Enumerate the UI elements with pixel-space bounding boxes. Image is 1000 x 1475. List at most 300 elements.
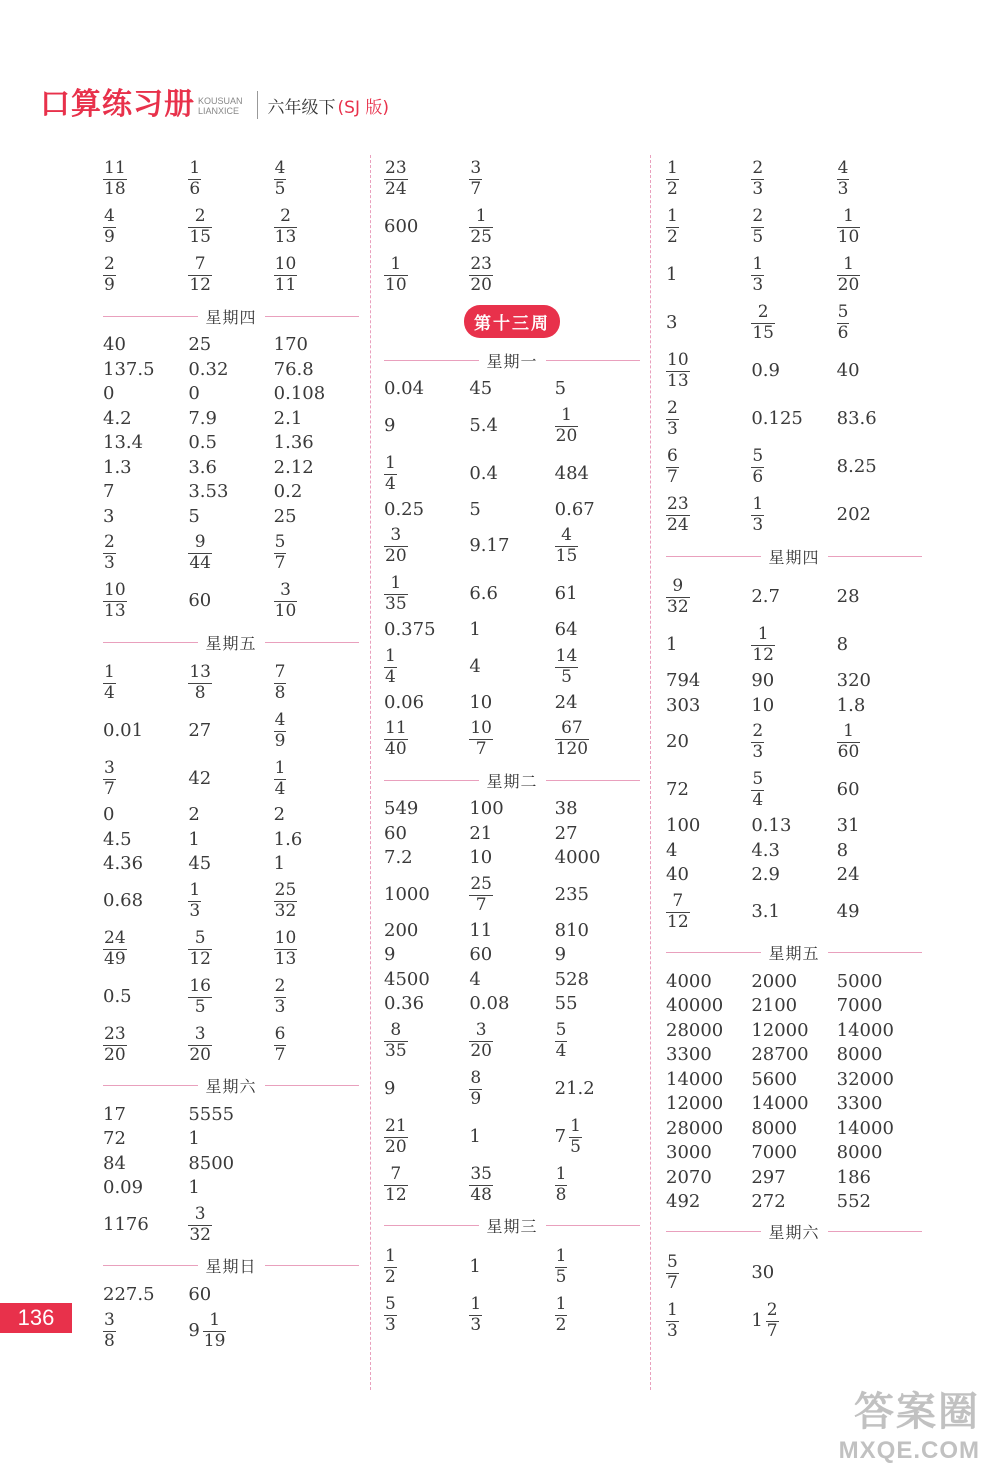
- answer-row: [666, 1019, 922, 1044]
- day-title: 星期六: [768, 1223, 820, 1242]
- week-header: [384, 299, 640, 343]
- fraction: [103, 1023, 127, 1065]
- answer-row: [103, 1152, 359, 1177]
- answer-column-1: [103, 155, 359, 1355]
- denominator: 35: [385, 1040, 407, 1061]
- numerator: 2: [752, 721, 764, 741]
- denominator: 9: [274, 731, 286, 751]
- fraction: [751, 256, 764, 294]
- day-section-header: [103, 299, 359, 333]
- fraction: [666, 1251, 679, 1293]
- answer-cell: [837, 256, 922, 294]
- answer-row: [384, 251, 640, 299]
- answer-row: [384, 691, 640, 716]
- answer-cell: 1: [469, 1125, 481, 1147]
- numerator: 1: [555, 1293, 567, 1314]
- answer-cell: 2000: [751, 970, 798, 992]
- answer-cell: [384, 1245, 469, 1287]
- answer-cell: 9: [384, 1077, 396, 1099]
- answer-cell: [103, 760, 188, 798]
- denominator: 3: [752, 515, 764, 535]
- answer-cell: 0: [103, 383, 115, 405]
- answer-cell: 4.36: [103, 853, 144, 875]
- answer-row: [666, 814, 922, 839]
- denominator: 32: [274, 900, 297, 921]
- column-divider: [370, 155, 371, 1390]
- answer-cell: 10: [751, 694, 775, 716]
- answer-row: [384, 1291, 640, 1339]
- answer-row: [103, 251, 359, 299]
- denominator: 13: [667, 371, 689, 391]
- answer-row: [384, 943, 640, 968]
- denominator: 2: [667, 179, 678, 199]
- answer-row: [384, 1161, 640, 1209]
- numerator: 7: [672, 890, 684, 911]
- answer-row: [103, 358, 359, 383]
- answer-row: [384, 1017, 640, 1065]
- answer-row: [103, 155, 359, 203]
- answer-cell: 4: [469, 655, 481, 677]
- answer-cell: 12000: [751, 1019, 809, 1041]
- answer-row: [666, 1043, 922, 1068]
- answer-cell: 3000: [666, 1142, 712, 1164]
- answer-cell: 492: [666, 1191, 701, 1213]
- numerator: 3: [280, 580, 291, 600]
- answer-cell: [555, 404, 640, 446]
- week-title-badge: 第十三周: [464, 305, 560, 338]
- answer-cell: [103, 256, 188, 294]
- answer-cell: 235: [554, 883, 590, 905]
- numerator: 24: [104, 927, 126, 948]
- fraction: [274, 256, 298, 294]
- divider-line: [103, 642, 198, 643]
- numerator: 4: [837, 158, 849, 178]
- denominator: 12: [189, 275, 211, 295]
- denominator: 7: [475, 894, 487, 915]
- numerator: 23: [470, 254, 492, 274]
- answer-cell: [274, 927, 359, 969]
- fraction: [274, 582, 298, 620]
- numerator: 2: [104, 254, 115, 274]
- denominator: 3: [274, 996, 286, 1017]
- mixed-number: [188, 1312, 226, 1350]
- answer-row: [384, 1113, 640, 1161]
- numerator: 2: [280, 206, 291, 226]
- numerator: 1: [385, 1245, 396, 1266]
- answer-cell: 72: [666, 779, 689, 800]
- answer-cell: 3300: [836, 1093, 883, 1115]
- answer-row: [666, 395, 922, 443]
- numerator: 9: [194, 532, 206, 552]
- answer-cell: 2.12: [273, 456, 314, 478]
- answer-cell: 28700: [751, 1044, 809, 1066]
- answer-row: [384, 203, 640, 251]
- numerator: 5: [385, 1293, 396, 1314]
- answer-cell: [837, 208, 922, 246]
- answer-cell: 0.375: [384, 619, 436, 641]
- fraction: [751, 771, 764, 809]
- answer-cell: 4: [666, 839, 678, 861]
- answer-cell: 83.6: [836, 408, 877, 429]
- numerator: 2: [104, 532, 115, 552]
- fraction: [555, 720, 589, 758]
- fraction: [666, 890, 690, 932]
- numerator: 1: [561, 404, 572, 425]
- answer-cell: [469, 1067, 554, 1109]
- numerator: 67: [561, 718, 583, 738]
- denominator: 5: [570, 1136, 581, 1157]
- answer-cell: [666, 208, 751, 246]
- fraction: [188, 1203, 212, 1245]
- answer-cell: 49: [836, 900, 860, 922]
- answer-cell: 8000: [836, 1044, 883, 1066]
- answer-cell: 28000: [666, 1019, 724, 1041]
- answer-cell: 297: [751, 1166, 786, 1188]
- divider-line: [666, 952, 761, 953]
- fraction: [274, 760, 287, 798]
- answer-cell: 0: [103, 804, 115, 826]
- denominator: 7: [766, 1320, 778, 1341]
- answer-cell: 2.7: [751, 586, 780, 607]
- answer-cell: [384, 720, 469, 758]
- answer-cell: [274, 208, 359, 246]
- fraction: [666, 578, 690, 616]
- numerator: 23: [667, 494, 689, 514]
- denominator: 15: [189, 227, 211, 247]
- fraction: [469, 256, 493, 294]
- fraction: [555, 527, 579, 565]
- numerator: 2: [667, 398, 678, 418]
- fraction: [384, 720, 408, 758]
- answer-cell: 27: [188, 720, 212, 741]
- numerator: 10: [104, 580, 126, 600]
- answer-cell: [384, 527, 469, 565]
- fraction: [751, 496, 764, 534]
- day-title: 星期二: [486, 771, 538, 791]
- answer-row: [666, 251, 922, 299]
- denominator: 20: [104, 1044, 126, 1065]
- denominator: 20: [385, 1136, 407, 1157]
- denominator: 9: [104, 227, 115, 247]
- fraction: [469, 720, 493, 758]
- fraction: [274, 975, 287, 1017]
- answer-cell: [188, 927, 273, 969]
- answer-cell: 3300: [666, 1044, 712, 1066]
- denominator: 4: [385, 666, 396, 687]
- header-divider: [257, 91, 258, 119]
- numerator: 1: [390, 254, 402, 274]
- denominator: 48: [470, 1184, 492, 1205]
- answer-cell: 1: [188, 1128, 200, 1150]
- answer-row: [384, 618, 640, 643]
- fraction: [188, 1023, 212, 1065]
- answer-row: [666, 347, 922, 395]
- answer-row: [103, 480, 359, 505]
- day-title: 星期日: [205, 1257, 257, 1276]
- denominator: 5: [555, 1266, 567, 1287]
- answer-cell: [555, 720, 640, 758]
- answer-cell: 14000: [751, 1093, 809, 1115]
- fraction: [103, 1312, 116, 1350]
- denominator: 20: [555, 425, 578, 446]
- numerator: 1: [385, 452, 396, 473]
- divider-line: [546, 780, 641, 781]
- denominator: 6: [837, 323, 849, 343]
- answer-cell: [384, 1115, 469, 1157]
- answer-cell: 84: [103, 1152, 126, 1174]
- denominator: 9: [104, 275, 115, 295]
- answer-cell: 14000: [666, 1068, 724, 1090]
- page-number: 136: [0, 1303, 72, 1333]
- divider-line: [384, 360, 479, 361]
- answer-row: [384, 797, 640, 822]
- answer-cell: 0.01: [103, 720, 144, 741]
- answer-cell: 0.04: [384, 378, 425, 400]
- answer-cell: [188, 1203, 273, 1245]
- answer-cell: [554, 1115, 640, 1157]
- answer-cell: [469, 208, 554, 246]
- fraction: [274, 927, 298, 969]
- denominator: 11: [274, 275, 297, 295]
- column-divider: [650, 155, 651, 1390]
- denominator: 3: [837, 179, 849, 199]
- numerator: 11: [385, 718, 407, 738]
- answer-row: [103, 707, 359, 755]
- numerator: 1: [385, 645, 396, 666]
- numerator: 1: [274, 758, 286, 778]
- numerator: 1: [470, 1293, 482, 1314]
- answer-cell: 2: [188, 804, 200, 826]
- denominator: 3: [667, 1320, 678, 1341]
- answer-cell: [384, 645, 469, 687]
- answer-cell: 1176: [103, 1213, 149, 1235]
- answer-cell: [274, 256, 359, 294]
- answer-row: [384, 570, 640, 618]
- answer-cell: [751, 723, 836, 761]
- answer-cell: [666, 400, 751, 438]
- fraction: [837, 723, 861, 761]
- answer-cell: 40: [103, 334, 126, 356]
- answer-row: [384, 377, 640, 402]
- answer-cell: [103, 534, 188, 572]
- answer-cell: 600: [384, 216, 419, 237]
- answer-row: [666, 203, 922, 251]
- day-section-header: [384, 343, 640, 377]
- brand-subtitle: [198, 96, 243, 116]
- answer-cell: 60: [188, 590, 212, 611]
- fraction: [384, 1245, 397, 1287]
- answer-row: [384, 822, 640, 847]
- answer-row: [384, 402, 640, 450]
- brand-subtitle-line-2: LIANXICE: [198, 106, 240, 116]
- numerator: 1: [843, 206, 854, 226]
- fraction: [384, 256, 408, 294]
- answer-cell: 0.68: [103, 889, 144, 911]
- answer-cell: [555, 1293, 640, 1335]
- answer-row: [103, 382, 359, 407]
- divider-line: [103, 1265, 198, 1266]
- denominator: 13: [104, 601, 126, 621]
- answer-cell: 3.1: [751, 900, 780, 922]
- numerator: 1: [390, 573, 402, 593]
- answer-cell: 38: [554, 798, 578, 820]
- day-section-header: [384, 763, 640, 797]
- fraction: [766, 1299, 779, 1341]
- answer-cell: 200: [384, 919, 419, 941]
- fraction: [555, 1163, 568, 1205]
- fraction: [751, 160, 764, 198]
- answer-cell: 227.5: [103, 1283, 155, 1305]
- divider-line: [546, 1225, 641, 1226]
- numerator: 10: [274, 254, 297, 274]
- fraction: [203, 1312, 227, 1350]
- numerator: 4: [274, 158, 286, 178]
- answer-cell: 1.3: [103, 456, 132, 478]
- answer-row: [666, 1092, 922, 1117]
- answer-cell: 202: [836, 504, 872, 525]
- answer-cell: 5: [554, 378, 567, 400]
- answer-row: [384, 968, 640, 993]
- answer-cell: 31: [836, 815, 860, 837]
- fraction: [274, 208, 298, 246]
- answer-row: [666, 1141, 922, 1166]
- answer-cell: 0.67: [554, 498, 595, 520]
- denominator: 15: [752, 323, 774, 343]
- fraction: [569, 1115, 582, 1157]
- answer-cell: [384, 256, 469, 294]
- numerator: 6: [274, 1023, 286, 1044]
- denominator: 5: [752, 227, 764, 247]
- day-section-header: [666, 539, 922, 573]
- answer-cell: 8: [836, 839, 849, 861]
- answer-cell: [384, 1163, 469, 1205]
- answer-row: [103, 925, 359, 973]
- answer-cell: [274, 760, 359, 798]
- day-section-header: [103, 1069, 359, 1103]
- numerator: 7: [194, 254, 206, 274]
- answer-row: [103, 1021, 359, 1069]
- answer-cell: 186: [836, 1166, 872, 1188]
- day-title: 星期六: [205, 1077, 257, 1096]
- denominator: 4: [104, 683, 115, 703]
- denominator: 7: [274, 553, 286, 573]
- numerator: 2: [274, 975, 286, 996]
- answer-cell: [469, 873, 554, 915]
- answer-cell: [666, 578, 751, 616]
- fraction: [666, 448, 679, 486]
- answer-cell: 55: [554, 993, 578, 1015]
- answer-cell: 21.2: [554, 1077, 595, 1099]
- numerator: 2: [766, 1299, 778, 1320]
- numerator: 2: [757, 302, 769, 322]
- answer-cell: 100: [666, 815, 701, 837]
- answer-cell: 0.09: [103, 1177, 144, 1199]
- answer-cell: 72: [103, 1128, 126, 1150]
- answer-cell: 0.5: [188, 432, 217, 454]
- fraction: [751, 723, 764, 761]
- day-section-header: [666, 936, 922, 970]
- answer-cell: [666, 1251, 751, 1293]
- answer-cell: 28000: [666, 1117, 724, 1139]
- denominator: 3: [385, 1314, 396, 1335]
- answer-cell: [751, 448, 836, 486]
- answer-cell: 8.25: [836, 456, 877, 477]
- fraction: [384, 452, 397, 494]
- denominator: 3: [667, 419, 678, 439]
- answer-cell: 1.36: [273, 432, 314, 454]
- denominator: 6: [752, 467, 764, 487]
- answer-cell: 9: [554, 944, 567, 966]
- whole-part: 1: [751, 1309, 763, 1331]
- denominator: 32: [189, 1224, 211, 1245]
- answer-cell: 28: [836, 586, 860, 607]
- fraction: [751, 626, 775, 664]
- answer-cell: 2: [273, 804, 286, 826]
- answer-cell: 1: [666, 634, 678, 655]
- fraction: [188, 160, 201, 198]
- answer-cell: [469, 1163, 554, 1205]
- divider-line: [384, 780, 479, 781]
- answer-row: [666, 970, 922, 995]
- denominator: 12: [667, 911, 689, 932]
- denominator: 13: [274, 227, 297, 247]
- fraction: [188, 534, 212, 572]
- numerator: 5: [555, 1019, 567, 1040]
- denominator: 20: [837, 275, 860, 295]
- numerator: 1: [752, 254, 764, 274]
- answer-cell: 8: [836, 634, 849, 655]
- answer-cell: 0.108: [273, 383, 326, 405]
- answer-cell: [666, 1299, 751, 1341]
- answer-cell: 549: [384, 798, 419, 820]
- denominator: 32: [667, 597, 689, 617]
- denominator: 7: [475, 739, 487, 759]
- answer-cell: [188, 1023, 273, 1065]
- answer-row: [666, 299, 922, 347]
- answer-cell: [188, 879, 273, 921]
- denominator: 15: [555, 546, 578, 566]
- denominator: 4: [274, 779, 286, 799]
- numerator: 1: [475, 206, 487, 226]
- answer-cell: [837, 723, 922, 761]
- answer-row: [666, 1190, 922, 1215]
- denominator: 4: [752, 790, 764, 810]
- denominator: 8: [104, 1331, 115, 1351]
- answer-cell: 1.8: [836, 694, 866, 716]
- answer-cell: [837, 160, 922, 198]
- numerator: 3: [475, 1019, 487, 1040]
- day-title: 星期四: [205, 307, 257, 327]
- answer-cell: [751, 208, 836, 246]
- answer-cell: 10: [469, 691, 493, 713]
- numerator: 7: [390, 1163, 402, 1184]
- answer-row: [666, 718, 922, 766]
- answer-cell: 0.125: [751, 408, 803, 429]
- divider-line: [103, 316, 198, 317]
- answer-cell: [751, 626, 836, 664]
- answer-row: [666, 839, 922, 864]
- answer-cell: [188, 208, 273, 246]
- numerator: 8: [390, 1019, 402, 1040]
- answer-cell: [751, 160, 836, 198]
- answer-cell: [384, 1293, 469, 1335]
- answer-row: [384, 1065, 640, 1113]
- numerator: 23: [104, 1023, 126, 1044]
- answer-cell: 4000: [666, 970, 712, 992]
- denominator: 3: [752, 179, 764, 199]
- fraction: [555, 1245, 568, 1287]
- fraction: [188, 664, 212, 702]
